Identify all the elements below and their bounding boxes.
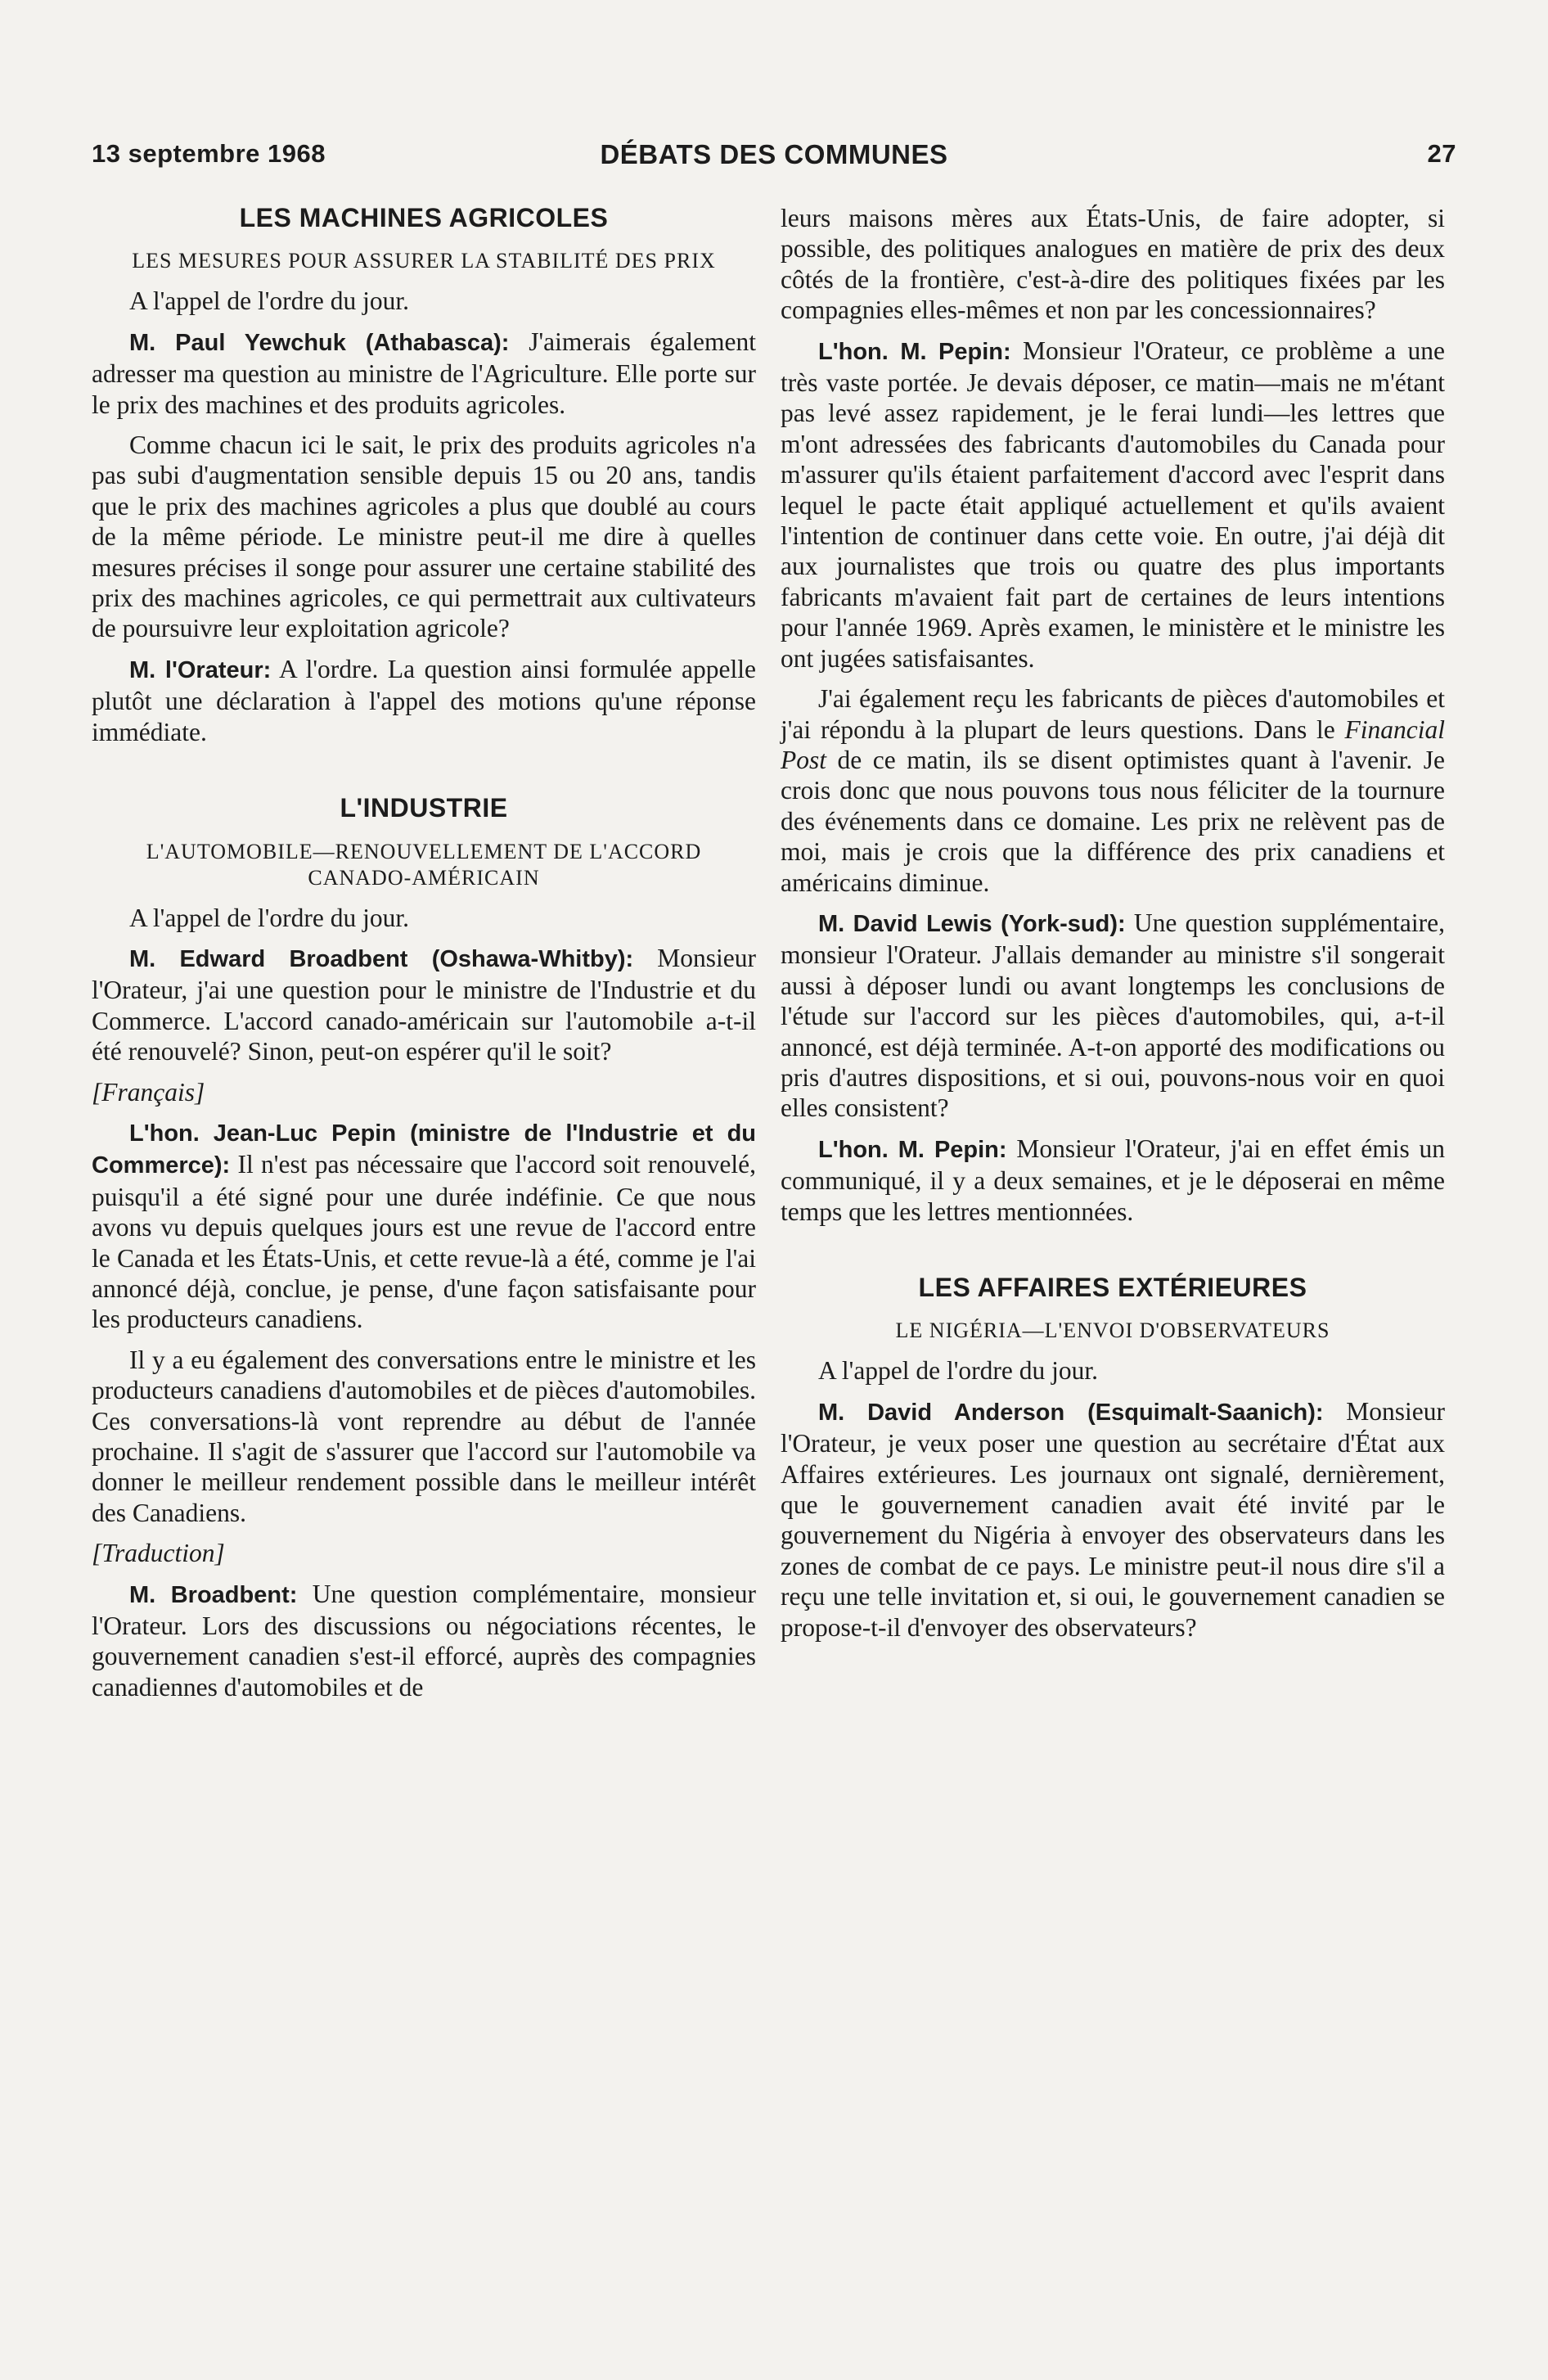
order-call: A l'appel de l'ordre du jour.: [129, 286, 410, 316]
left-column: [92, 203, 756, 1712]
paragraph: Comme chacun ici le sait, le prix des produits agricoles n'a pas subi d'augmentation sensible depuis 15 ou 20 ans, tandis que le prix des machines agricoles a plus que doublé au cours de la même période. Le ministre peut-il me dire à quelles mesures précises il songe pour assurer une certaine stabilité des prix des machines agricoles, ce qui permettrait aux cultivateurs de poursuivre leur exploitation agricole?: [92, 430, 756, 643]
paragraph: [781, 683, 1445, 898]
speech-text: Il n'est pas nécessaire que l'accord soit renouvelé, puisqu'il a été signé pour une durée indéfinie. Ce que nous avons vu depuis quelques jours est une revue de l'accord entre le Canada et les États-Unis, et cette revue-là a été, comme je l'ai annoncé déjà, conclue, je pense, d'une façon satisfaisante pour les producteurs canadiens.: [92, 1150, 756, 1334]
speech-text: Monsieur l'Orateur, ce problème a une très vaste portée. Je devais déposer, ce matin—mais ne m'étant pas levé assez rapidement, je le ferai lundi—les lettres que m'ont adressées des fabricants d'automobiles du Canada pour m'assurer qu'ils étaient parfaitement d'accord avec l'esprit dans lequel le pacte était appliqué actuellement et qu'ils avaient l'intention de continuer dans cette voie. En outre, j'ai déjà dit aux journalistes que trois ou quatre des plus importants fabricants m'avaient fait part de certaines de leurs intentions pour l'année 1969. Après examen, le ministère et le ministre les ont jugées satisfaisantes.: [781, 336, 1445, 673]
section-subtitle-automobile: L'AUTOMOBILE—RENOUVELLEMENT DE L'ACCORD CANADO-AMÉRICAIN: [146, 839, 702, 890]
speaker-name: M. l'Orateur:: [129, 656, 272, 683]
right-column: [781, 203, 1445, 1652]
order-call: A l'appel de l'ordre du jour.: [129, 903, 410, 932]
speech-text: de ce matin, ils se disent optimistes quant à l'avenir. Je crois donc que nous pouvons tous nous féliciter de la tournure des événements dans ce domaine. Les prix ne relèvent pas de moi, mais je crois que la différence des prix canadiens et américains diminue.: [781, 745, 1445, 897]
speaker-name: M. Edward Broadbent (Oshawa-Whitby):: [129, 945, 634, 972]
speech-text: Monsieur l'Orateur, j'ai une question pour le ministre de l'Industrie et du Commerce. L'accord canado-américain sur l'automobile a-t-il été renouvelé? Sinon, peut-on espérer qu'il le soit?: [92, 943, 756, 1066]
speaker-name: M. David Anderson (Esquimalt-Saanich):: [818, 1399, 1324, 1426]
speaker-name: L'hon. Jean-Luc Pepin (ministre de l'Industrie et du Commerce):: [92, 1120, 756, 1179]
speech-text: Une question supplémentaire, monsieur l'Orateur. J'allais demander au ministre s'il songerait aussi à déposer lundi ou avant longtemps les conclusions de l'étude sur l'accord sur les pièces d'automobiles, qui, a-t-il annoncé, est déjà terminée. A-t-on apporté des modifications ou pris d'autres dispositions, et si oui, pouvons-nous voir en quoi elles consistent?: [781, 908, 1446, 1123]
header-title: DÉBATS DES COMMUNES: [600, 139, 948, 169]
paragraph: [92, 1117, 756, 1335]
header-date: 13 septembre 1968: [92, 139, 326, 168]
order-call: A l'appel de l'ordre du jour.: [818, 1356, 1099, 1386]
paragraph: Il y a eu également des conversations entre le ministre et les producteurs canadiens d'automobiles et de pièces d'automobiles. Ces conversations-là vont reprendre au début de l'année prochaine. Il s'agit de s'assurer que l'accord sur l'automobile va donner le meilleur rendement possible dans le meilleur intérêt des Canadiens.: [92, 1345, 756, 1527]
paragraph: [781, 1134, 1445, 1227]
language-note: [Traduction]: [92, 1539, 225, 1568]
speech-text: Une question complémentaire, monsieur l'Orateur. Lors des discussions ou négociations récentes, le gouvernement canadien s'est-il efforcé, auprès des compagnies canadiennes d'automobiles et de: [92, 1579, 756, 1702]
running-head: [92, 139, 1456, 180]
speech-text: A l'ordre. La question ainsi formulée appelle plutôt une déclaration à l'appel des motions qu'une réponse immédiate.: [92, 654, 756, 746]
section-subtitle-nigeria: LE NIGÉRIA—L'ENVOI D'OBSERVATEURS: [895, 1318, 1330, 1343]
paragraph: [92, 654, 756, 747]
paragraph: [92, 943, 756, 1067]
paragraph: [92, 327, 756, 420]
paragraph: leurs maisons mères aux États-Unis, de faire adopter, si possible, des politiques analogues en matière de prix des deux côtés de la frontière, c'est-à-dire des politiques fixées par les compagnies elles-mêmes et non par les concessionnaires?: [781, 204, 1445, 325]
speaker-name: M. David Lewis (York-sud):: [818, 910, 1126, 937]
section-title-machines: LES MACHINES AGRICOLES: [239, 203, 609, 232]
speaker-name: L'hon. M. Pepin:: [818, 338, 1011, 365]
section-title-affaires: LES AFFAIRES EXTÉRIEURES: [918, 1273, 1307, 1302]
paragraph: [92, 1579, 756, 1703]
paragraph: [781, 1396, 1445, 1643]
publication-title: Financial Post: [781, 714, 1445, 774]
speech-text: Monsieur l'Orateur, je veux poser une question au secrétaire d'État aux Affaires extérieures. Les journaux ont signalé, dernièrement, que le gouvernement canadien avait été invité par le gouvernement du Nigéria à envoyer des observateurs dans les zones de combat de ce pays. Le ministre peut-il nous dire s'il a reçu une telle invitation et, si oui, le gouvernement canadien se propose-t-il d'envoyer des observateurs?: [781, 1396, 1445, 1642]
paragraph: [781, 908, 1445, 1124]
speaker-name: M. Paul Yewchuk (Athabasca):: [129, 329, 510, 356]
section-subtitle-prix: LES MESURES POUR ASSURER LA STABILITÉ DES PRIX: [132, 249, 716, 273]
speech-text: Monsieur l'Orateur, j'ai en effet émis un communiqué, il y a deux semaines, et je le déposerai en même temps que les lettres mentionnées.: [781, 1134, 1445, 1226]
section-title-industrie: L'INDUSTRIE: [340, 793, 508, 823]
language-note: [Français]: [92, 1077, 205, 1107]
speaker-name: M. Broadbent:: [129, 1581, 298, 1608]
page-number: 27: [1427, 139, 1456, 168]
speech-text: J'aimerais également adresser ma question au ministre de l'Agriculture. Elle porte sur le prix des machines et des produits agricoles.: [92, 327, 756, 419]
speaker-name: L'hon. M. Pepin:: [818, 1136, 1007, 1163]
speech-text: J'ai également reçu les fabricants de pièces d'automobiles et j'ai répondu à la plupart de leurs questions. Dans le: [781, 684, 1445, 744]
paragraph: [781, 336, 1445, 674]
